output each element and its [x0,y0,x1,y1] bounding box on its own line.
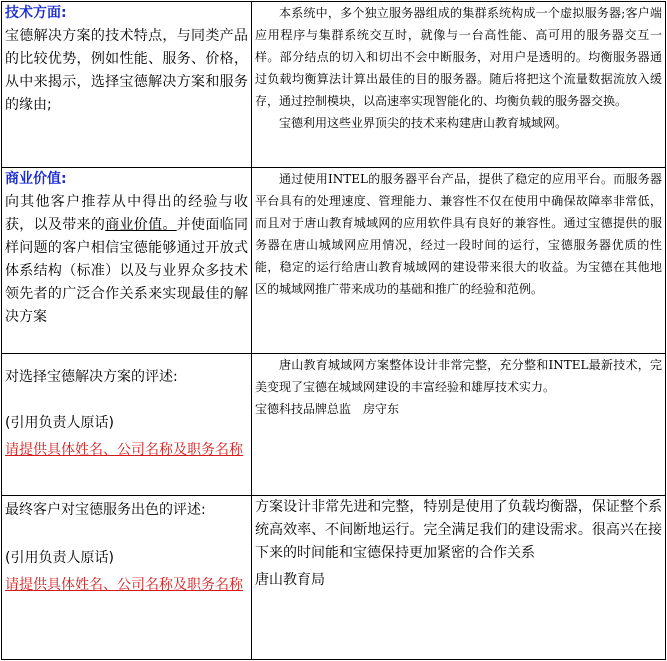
row-customer-review [2,496,666,660]
technical-content-cell [252,2,666,168]
technical-description: 宝德解决方案的技术特点，与同类产品的比较优势，例如性能、服务、价格，从中来揭示，选择宝德解决方案和服务的缘由; [5,28,248,113]
customer-review-quote-note: (引用负责人原话) [5,550,114,566]
customer-review-content-cell [252,496,666,660]
solution-review-label: 对选择宝德解决方案的评述: [5,369,178,385]
business-label-cell [2,168,252,354]
business-description-a: 向其他客户推荐从中得出的经验与收获，以及带来的 [5,194,248,233]
solution-review-red-note: 请提供具体姓名、公司名称及职务名称 [5,442,243,458]
solution-review-paragraph: 唐山教育城域网方案整体设计非常完整，充分整和INTEL最新技术，完美变现了宝德在城域网建设的丰富经验和雄厚技术实力。 [255,358,662,394]
solution-review-label-cell [2,354,252,496]
customer-review-label: 最终客户对宝德服务出色的评述: [5,502,206,518]
customer-review-signature: 唐山教育局 [255,572,325,588]
solution-review-content-cell [252,354,666,496]
technical-heading: 技术方面: [5,5,67,21]
business-value-underlined: 商业价值。 [105,217,177,233]
business-description-b: 并使面临同样问题的客户相信宝德能够通过开放式体系结构（标准）以及与业界众多技术领先者的广泛合作关系来实现最佳的解决方案 [5,217,248,325]
customer-review-label-cell [2,496,252,660]
row-solution-review [2,354,666,496]
business-paragraph: 通过使用INTEL的服务器平台产品，提供了稳定的应用平台。而服务器平台具有的处理速度、管理能力、兼容性不仅在使用中确保故障率非常低，而且对于唐山教育城域网的应用软件具有良好的兼容性。通过宝德提供的服务器在唐山城域网应用情况，经过一段时间的运行，宝德服务器优质的性能，稳定的运行给唐山教育城域网的建设带来很大的收益。为宝德在其他地区的城域网推广带来成功的基础和推广的经验和范例。 [255,172,662,296]
technical-summary: 宝德利用这些业界顶尖的技术来构建唐山教育城域网。 [279,116,568,130]
business-content-cell [252,168,666,354]
customer-review-red-note: 请提供具体姓名、公司名称及职务名称 [5,577,243,593]
row-technical [2,2,666,168]
technical-label-cell [2,2,252,168]
business-description [5,191,248,329]
business-heading: 商业价值: [5,171,67,187]
case-study-table [1,1,666,660]
solution-review-signature: 宝德科技品牌总监 房守东 [255,402,400,416]
customer-review-paragraph: 方案设计非常先进和完整，特别是使用了负载均衡器，保证整个系统高效率、不间断地运行。完全满足我们的建设需求。很高兴在接下来的时间能和宝德保持更加紧密的合作关系 [255,499,662,561]
row-business-value [2,168,666,354]
technical-paragraph: 本系统中，多个独立服务器组成的集群系统构成一个虚拟服务器;客户端应用程序与集群系统交互时，就像与一台高性能、高可用的服务器交互一样。部分结点的切入和切出不会中断服务，对用户是透明的。均衡服务器通过负载均衡算法计算出最佳的目的服务器。随后将把这个流量数据流放入缓存，通过控制模块，以高速率实现智能化的、均衡负载的服务器交换。 [255,6,662,108]
solution-review-quote-note: (引用负责人原话) [5,415,114,431]
